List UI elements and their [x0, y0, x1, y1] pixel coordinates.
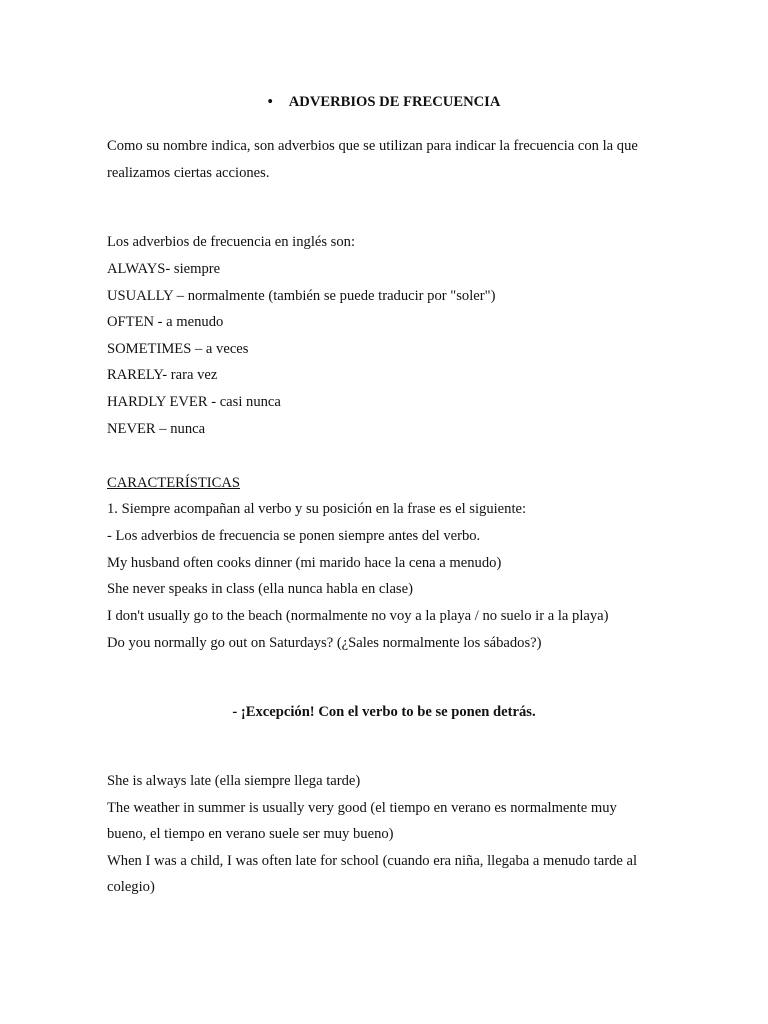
example-sentence: colegio) — [107, 879, 155, 895]
section-heading — [0, 92, 768, 112]
adverb-item: OFTEN - a menudo — [107, 314, 224, 330]
heading-text: ADVERBIOS DE FRECUENCIA — [288, 94, 501, 110]
adverb-item: NEVER – nunca — [107, 421, 206, 437]
example-sentence: She never speaks in class (ella nunca habla en clase) — [107, 581, 413, 597]
example-sentence: When I was a child, I was often late for school (cuando era niña, llegaba a menudo tarde al — [107, 853, 638, 869]
exception-note: - ¡Excepción! Con el verbo to be se ponen detrás. — [232, 704, 536, 720]
example-sentence: The weather in summer is usually very good (el tiempo en verano es normalmente muy — [107, 800, 617, 816]
example-sentence: Do you normally go out on Saturdays? (¿Sales normalmente los sábados?) — [107, 635, 542, 651]
characteristics-line: - Los adverbios de frecuencia se ponen siempre antes del verbo. — [107, 528, 481, 544]
example-sentence: She is always late (ella siempre llega tarde) — [107, 773, 361, 789]
example-sentence: My husband often cooks dinner (mi marido hace la cena a menudo) — [107, 555, 502, 571]
adverb-item: USUALLY – normalmente (también se puede traducir por "soler") — [107, 288, 496, 304]
example-sentence: I don't usually go to the beach (normalmente no voy a la playa / no suelo ir a la playa) — [107, 608, 609, 624]
adverbs-intro: Los adverbios de frecuencia en inglés son: — [107, 234, 356, 250]
adverb-item: SOMETIMES – a veces — [107, 341, 249, 357]
adverb-item: HARDLY EVER - casi nunca — [107, 394, 281, 410]
characteristics-heading: CARACTERÍSTICAS — [107, 475, 240, 491]
intro-line-2: realizamos ciertas acciones. — [107, 165, 270, 181]
characteristics-line: 1. Siempre acompañan al verbo y su posición en la frase es el siguiente: — [107, 501, 527, 517]
adverb-item: ALWAYS- siempre — [107, 261, 221, 277]
adverb-item: RARELY- rara vez — [107, 367, 218, 383]
intro-line-1: Como su nombre indica, son adverbios que se utilizan para indicar la frecuencia con la que — [107, 138, 638, 154]
example-sentence: bueno, el tiempo en verano suele ser muy bueno) — [107, 826, 394, 842]
bullet-icon: • — [267, 94, 273, 110]
